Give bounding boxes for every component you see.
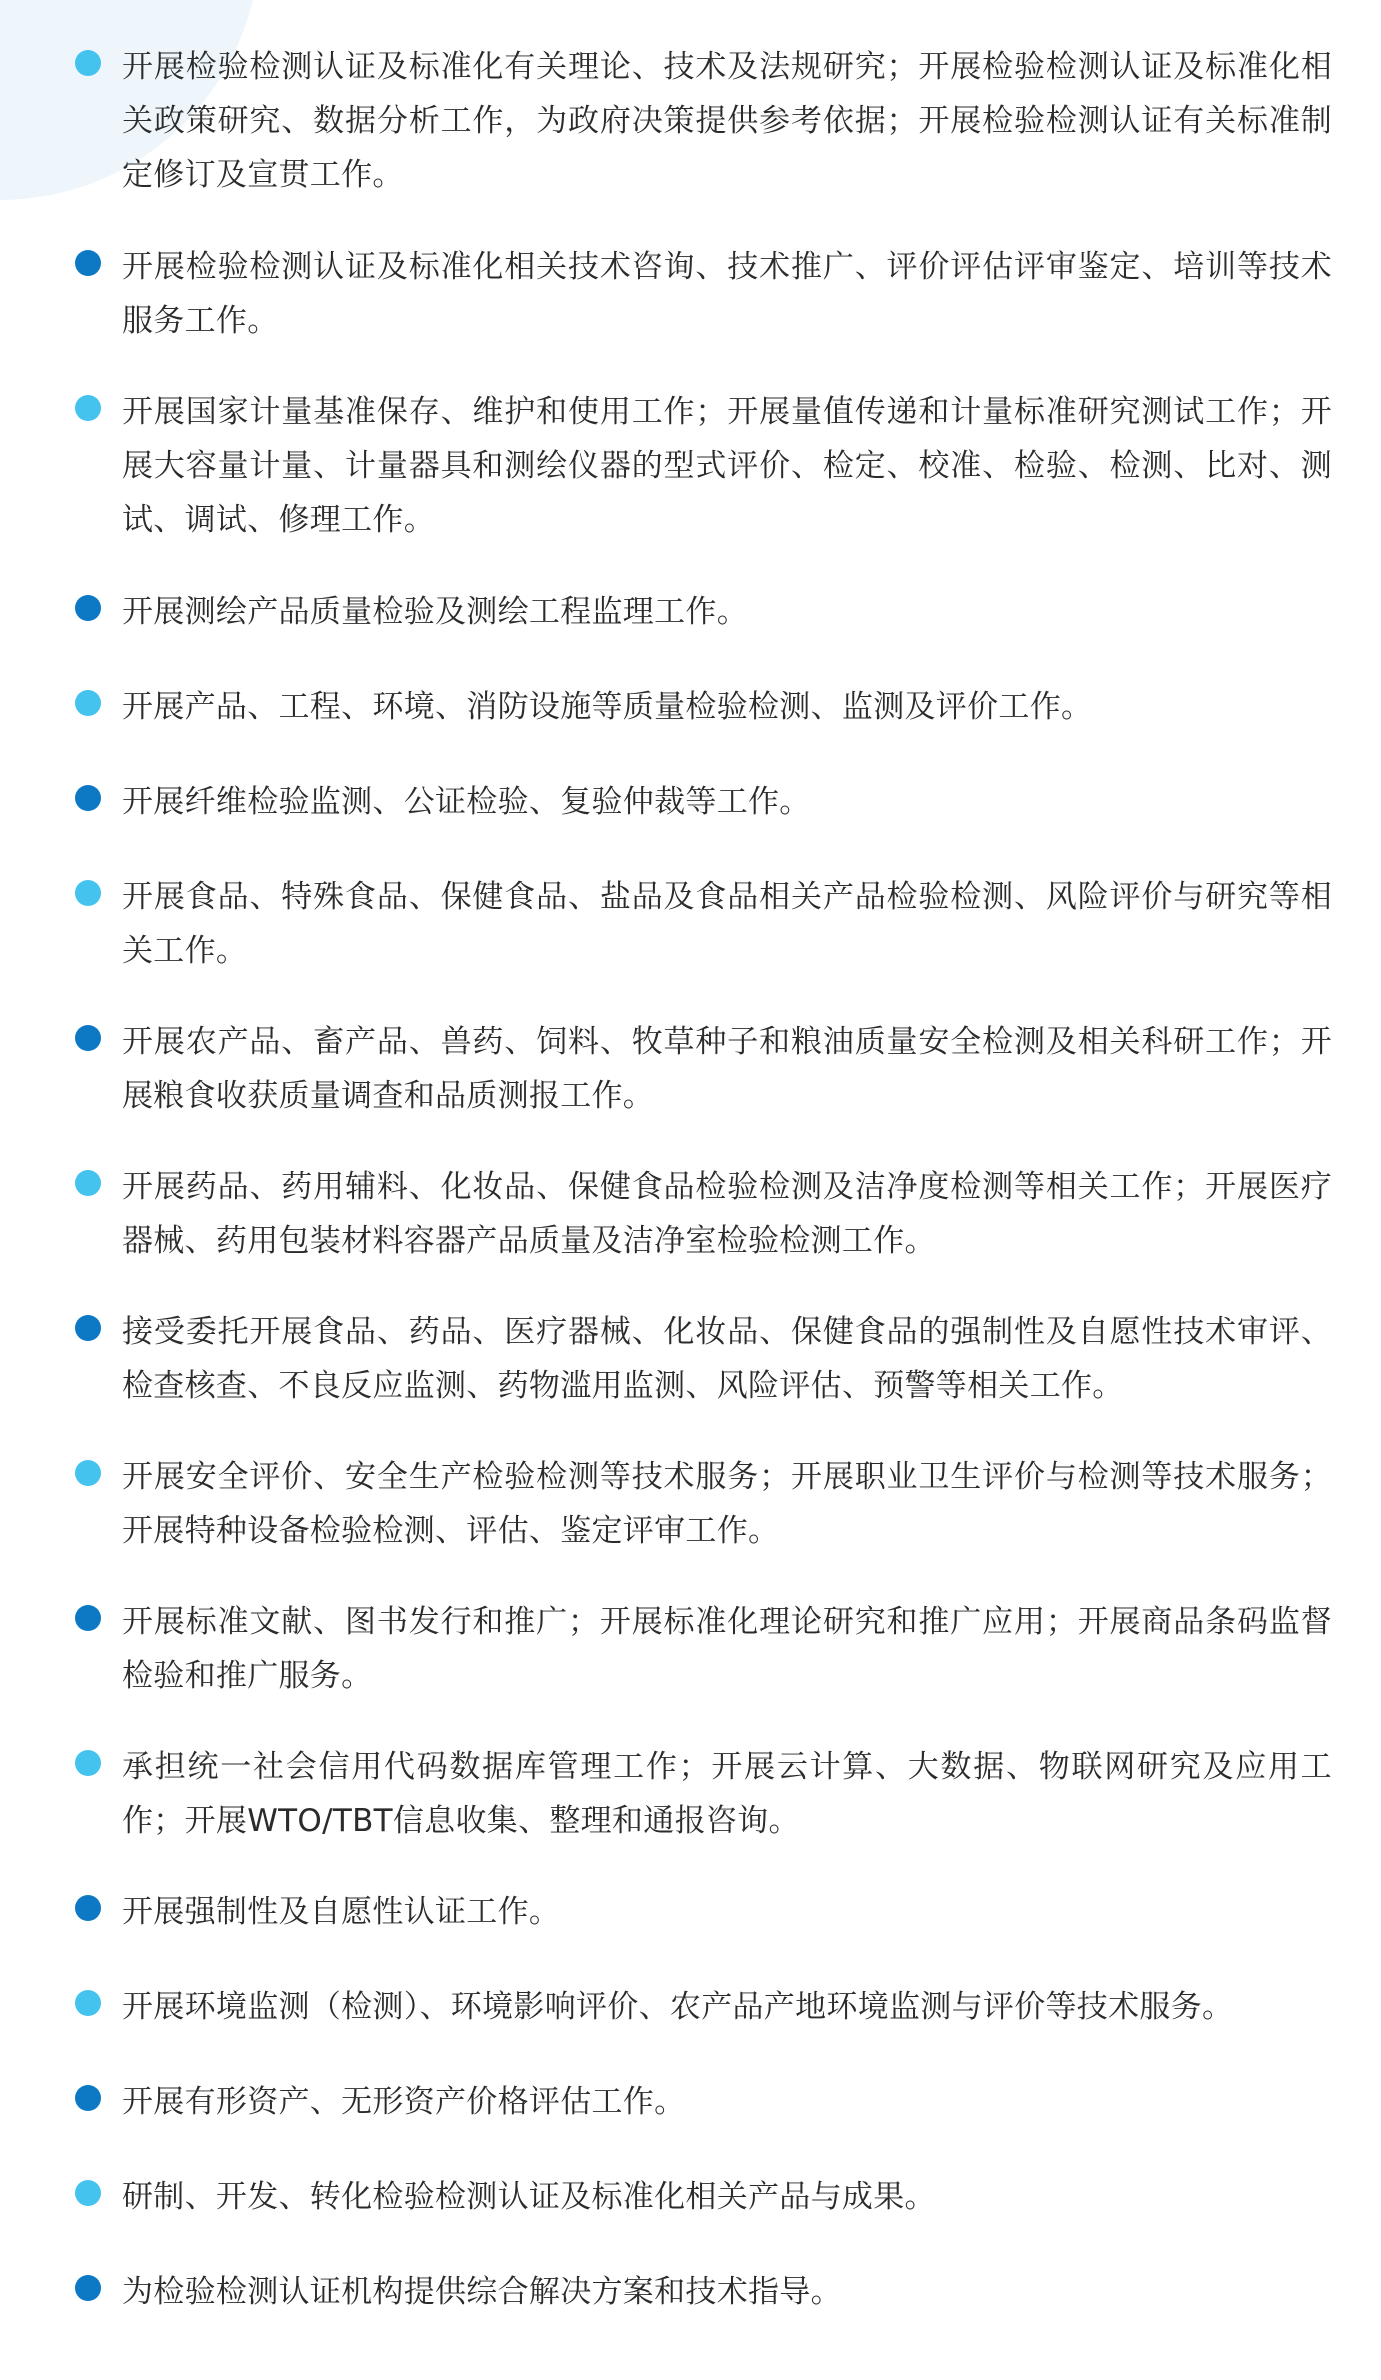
list-item-text: 开展纤维检验监测、公证检验、复验仲裁等工作。: [122, 784, 811, 820]
list-item-text: 开展国家计量基准保存、维护和使用工作；开展量值传递和计量标准研究测试工作；开展大容量计量、计量器具和测绘仪器的型式评价、检定、校准、检验、检测、比对、测试、调试、修理工作。: [122, 394, 1332, 538]
bullet-icon: [75, 595, 101, 621]
bullet-icon: [75, 1895, 101, 1921]
list-item-text: 承担统一社会信用代码数据库管理工作；开展云计算、大数据、物联网研究及应用工作；开展WTO/TBT信息收集、整理和通报咨询。: [122, 1749, 1332, 1839]
list-item-text: 开展强制性及自愿性认证工作。: [122, 1894, 561, 1930]
list-item-text: 开展有形资产、无形资产价格评估工作。: [122, 2084, 686, 2120]
bullet-icon: [75, 50, 101, 76]
list-item-text: 开展测绘产品质量检验及测绘工程监理工作。: [122, 594, 748, 630]
list-item-text: 开展农产品、畜产品、兽药、饲料、牧草种子和粮油质量安全检测及相关科研工作；开展粮食收获质量调查和品质测报工作。: [122, 1024, 1332, 1114]
bullet-icon: [75, 690, 101, 716]
list-item-text: 研制、开发、转化检验检测认证及标准化相关产品与成果。: [122, 2179, 936, 2215]
bullet-icon: [75, 785, 101, 811]
bullet-icon: [75, 2085, 101, 2111]
list-item-text: 为检验检测认证机构提供综合解决方案和技术指导。: [122, 2274, 842, 2310]
list-item-text: 开展产品、工程、环境、消防设施等质量检验检测、监测及评价工作。: [122, 689, 1093, 725]
bullet-icon: [75, 2275, 101, 2301]
list-item-text: 开展安全评价、安全生产检验检测等技术服务；开展职业卫生评价与检测等技术服务；开展特种设备检验检测、评估、鉴定评审工作。: [122, 1459, 1332, 1549]
list-item-text: 开展检验检测认证及标准化相关技术咨询、技术推广、评价评估评审鉴定、培训等技术服务工作。: [122, 249, 1332, 339]
bullet-icon: [75, 1025, 101, 1051]
bullet-icon: [75, 250, 101, 276]
bullet-icon: [75, 1460, 101, 1486]
list-item-text: 开展环境监测（检测）、环境影响评价、农产品产地环境监测与评价等技术服务。: [122, 1989, 1234, 2025]
list-item-text: 接受委托开展食品、药品、医疗器械、化妆品、保健食品的强制性及自愿性技术审评、检查核查、不良反应监测、药物滥用监测、风险评估、预警等相关工作。: [122, 1314, 1332, 1404]
list-item-text: 开展药品、药用辅料、化妆品、保健食品检验检测及洁净度检测等相关工作；开展医疗器械、药用包装材料容器产品质量及洁净室检验检测工作。: [122, 1169, 1332, 1259]
bullet-icon: [75, 1170, 101, 1196]
bullet-icon: [75, 1315, 101, 1341]
bullet-icon: [75, 2180, 101, 2206]
bullet-icon: [75, 880, 101, 906]
bullet-icon: [75, 395, 101, 421]
bullet-icon: [75, 1990, 101, 2016]
list-item-text: 开展检验检测认证及标准化有关理论、技术及法规研究；开展检验检测认证及标准化相关政策研究、数据分析工作，为政府决策提供参考依据；开展检验检测认证有关标准制定修订及宣贯工作。: [122, 49, 1332, 193]
bullet-icon: [75, 1750, 101, 1776]
bullet-icon: [75, 1605, 101, 1631]
list-item-text: 开展食品、特殊食品、保健食品、盐品及食品相关产品检验检测、风险评价与研究等相关工作。: [122, 879, 1332, 969]
list-item-text: 开展标准文献、图书发行和推广；开展标准化理论研究和推广应用；开展商品条码监督检验和推广服务。: [122, 1604, 1332, 1694]
